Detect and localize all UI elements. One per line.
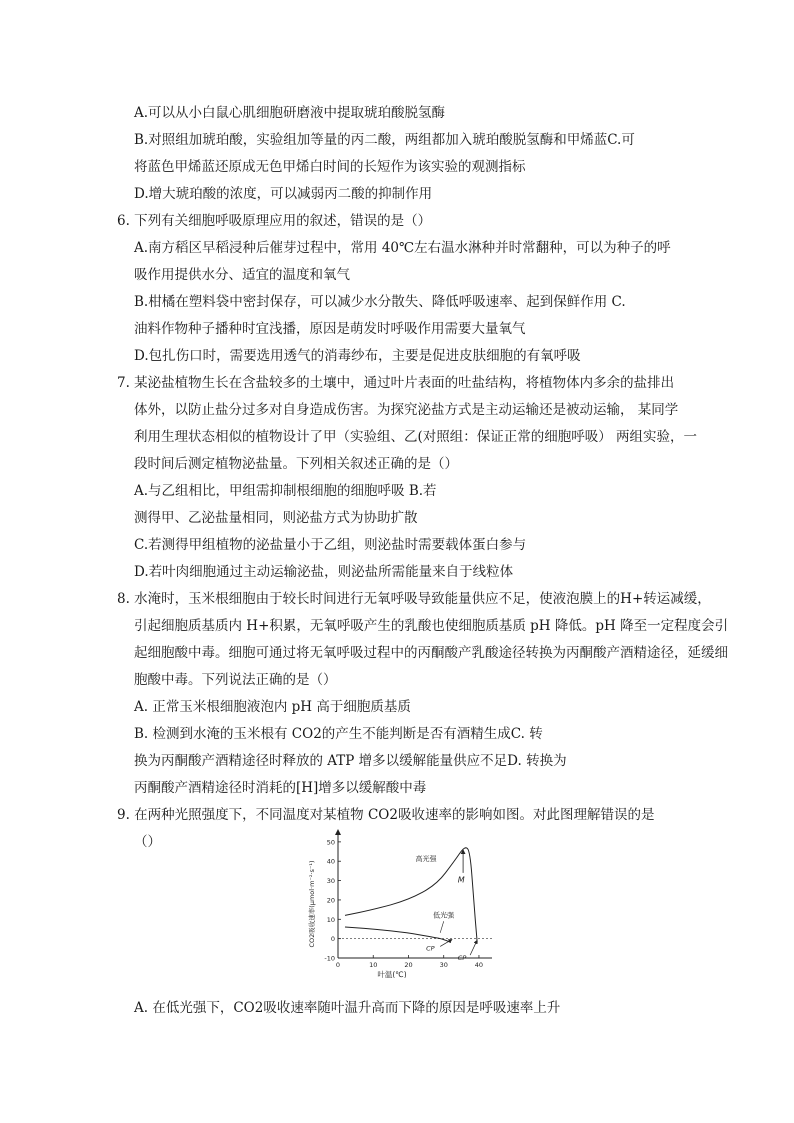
x-tick-label: 10 xyxy=(369,961,378,969)
q7-option-c: C.若测得甲组植物的泌盐量小于乙组，则泌盐时需要载体蛋白参与 xyxy=(134,537,527,553)
q8-stem-1: 8. 水淹时，玉米根细胞由于较长时间进行无氧呼吸导致能量供应不足，使液泡膜上的H+转运减缓， xyxy=(117,591,711,607)
q6-option-c: 油料作物种子播种时宜浅播，原因是萌发时呼吸作用需要大量氧气 xyxy=(134,321,526,337)
annotation-cp-high: CP xyxy=(457,953,467,962)
x-axis-label: 叶温(℃) xyxy=(377,970,407,978)
y-tick-label: 50 xyxy=(326,838,335,847)
q6-option-a-cont: 吸作用提供水分、适宜的温度和氧气 xyxy=(134,267,350,283)
series-line-low-light xyxy=(345,927,451,943)
q7-stem-3: 利用生理状态相似的植物设计了甲（实验组、乙(对照组：保证正常的细胞呼吸） 两组实验，一 xyxy=(134,429,698,445)
q5-option-a: A.可以从小白鼠心肌细胞研磨液中提取琥珀酸脱氢酶 xyxy=(134,105,446,121)
y-tick-label: 30 xyxy=(326,877,335,886)
x-tick-label: 40 xyxy=(474,961,484,969)
y-tick-label: -10 xyxy=(324,954,335,963)
low-light-leader xyxy=(440,921,444,933)
q8-option-a: A. 正常玉米根细胞液泡内 pH 高于细胞质基质 xyxy=(134,699,411,715)
chart-ticks xyxy=(324,838,483,969)
cp-low-arrow xyxy=(440,940,451,946)
q9-answer-paren: （） xyxy=(134,834,161,850)
q9-stem: 9. 在两种光照强度下，不同温度对某植物 CO2吸收速率的影响如图。对此图理解错误的是 xyxy=(117,807,655,823)
q9-option-a: A. 在低光强下，CO2吸收速率随叶温升高而下降的原因是呼吸速率上升 xyxy=(134,1000,561,1016)
q6-option-d: D.包扎伤口时，需要选用透气的消毒纱布，主要是促进皮肤细胞的有氧呼吸 xyxy=(134,348,581,364)
series-label-low-light: 低光强 xyxy=(433,911,455,920)
q7-option-d: D.若叶肉细胞通过主动运输泌盐，则泌盐所需能量来自于线粒体 xyxy=(134,564,514,580)
q7-stem-1: 7. 某泌盐植物生长在含盐较多的土壤中，通过叶片表面的吐盐结构，将植物体内多余的盐排出 xyxy=(117,375,675,391)
series-label-high-light: 高光强 xyxy=(415,855,437,864)
y-tick-label: 10 xyxy=(326,915,335,924)
y-axis-label: CO2吸收速率(μmol·m⁻²·s⁻¹) xyxy=(308,860,316,948)
y-tick-label: 40 xyxy=(326,857,335,866)
q8-option-b: B. 检测到水淹的玉米根有 CO2的产生不能判断是否有酒精生成C. 转 xyxy=(134,726,543,742)
q6-stem: 6. 下列有关细胞呼吸原理应用的叙述，错误的是（） xyxy=(117,213,432,229)
x-tick-label: 0 xyxy=(335,961,341,969)
q7-stem-4: 段时间后测定植物泌盐量。下列相关叙述正确的是（） xyxy=(134,456,458,472)
q5-option-b-cont: 将蓝色甲烯蓝还原成无色甲烯白时间的长短作为该实验的观测指标 xyxy=(134,159,526,175)
q7-option-b: 测得甲、乙泌盐量相同，则泌盐方式为协助扩散 xyxy=(134,510,418,526)
q8-option-c: 换为丙酮酸产酒精途径时释放的 ATP 增多以缓解能量供应不足D. 转换为 xyxy=(134,753,567,769)
cp-high-arrow xyxy=(470,942,476,956)
q8-stem-4: 胞酸中毒。下列说法正确的是（） xyxy=(134,672,337,688)
q5-option-d: D.增大琥珀酸的浓度，可以减弱丙二酸的抑制作用 xyxy=(134,186,433,202)
annotation-cp-low: CP xyxy=(426,944,435,953)
annotation-m: M xyxy=(457,875,465,885)
q7-stem-2: 体外，以防止盐分过多对自身造成伤害。为探究泌盐方式是主动运输还是被动运输， 某同学 xyxy=(134,402,679,418)
y-tick-label: 0 xyxy=(330,935,335,944)
q8-stem-3: 起细胞酸中毒。细胞可通过将无氧呼吸过程中的丙酮酸产乳酸途径转换为丙酮酸产酒精途径，延缓细 xyxy=(134,645,728,661)
x-tick-label: 30 xyxy=(439,961,448,969)
q5-option-b: B.对照组加琥珀酸，实验组加等量的丙二酸，两组都加入琥珀酸脱氢酶和甲烯蓝C.可 xyxy=(134,132,635,148)
x-tick-label: 20 xyxy=(404,961,413,969)
chart-curves xyxy=(345,848,477,943)
q8-option-d: 丙酮酸产酒精途径时消耗的[H]增多以缓解酸中毒 xyxy=(134,780,427,796)
q6-option-b: B.柑橘在塑料袋中密封保存，可以减少水分散失、降低呼吸速率、起到保鲜作用 C. xyxy=(134,294,626,310)
y-tick-label: 20 xyxy=(326,896,335,905)
q6-option-a: A.南方稻区早稻浸种后催芽过程中，常用 40℃左右温水淋种并时常翻种，可以为种子的呼 xyxy=(134,240,671,256)
q8-stem-2: 引起细胞质基质内 H+积累，无氧呼吸产生的乳酸也使细胞质基质 pH 降低。pH 降至一定程度会引 xyxy=(134,618,729,634)
q7-option-a: A.与乙组相比，甲组需抑制根细胞的细胞呼吸 B.若 xyxy=(134,483,437,499)
co2-absorption-chart xyxy=(300,828,500,978)
